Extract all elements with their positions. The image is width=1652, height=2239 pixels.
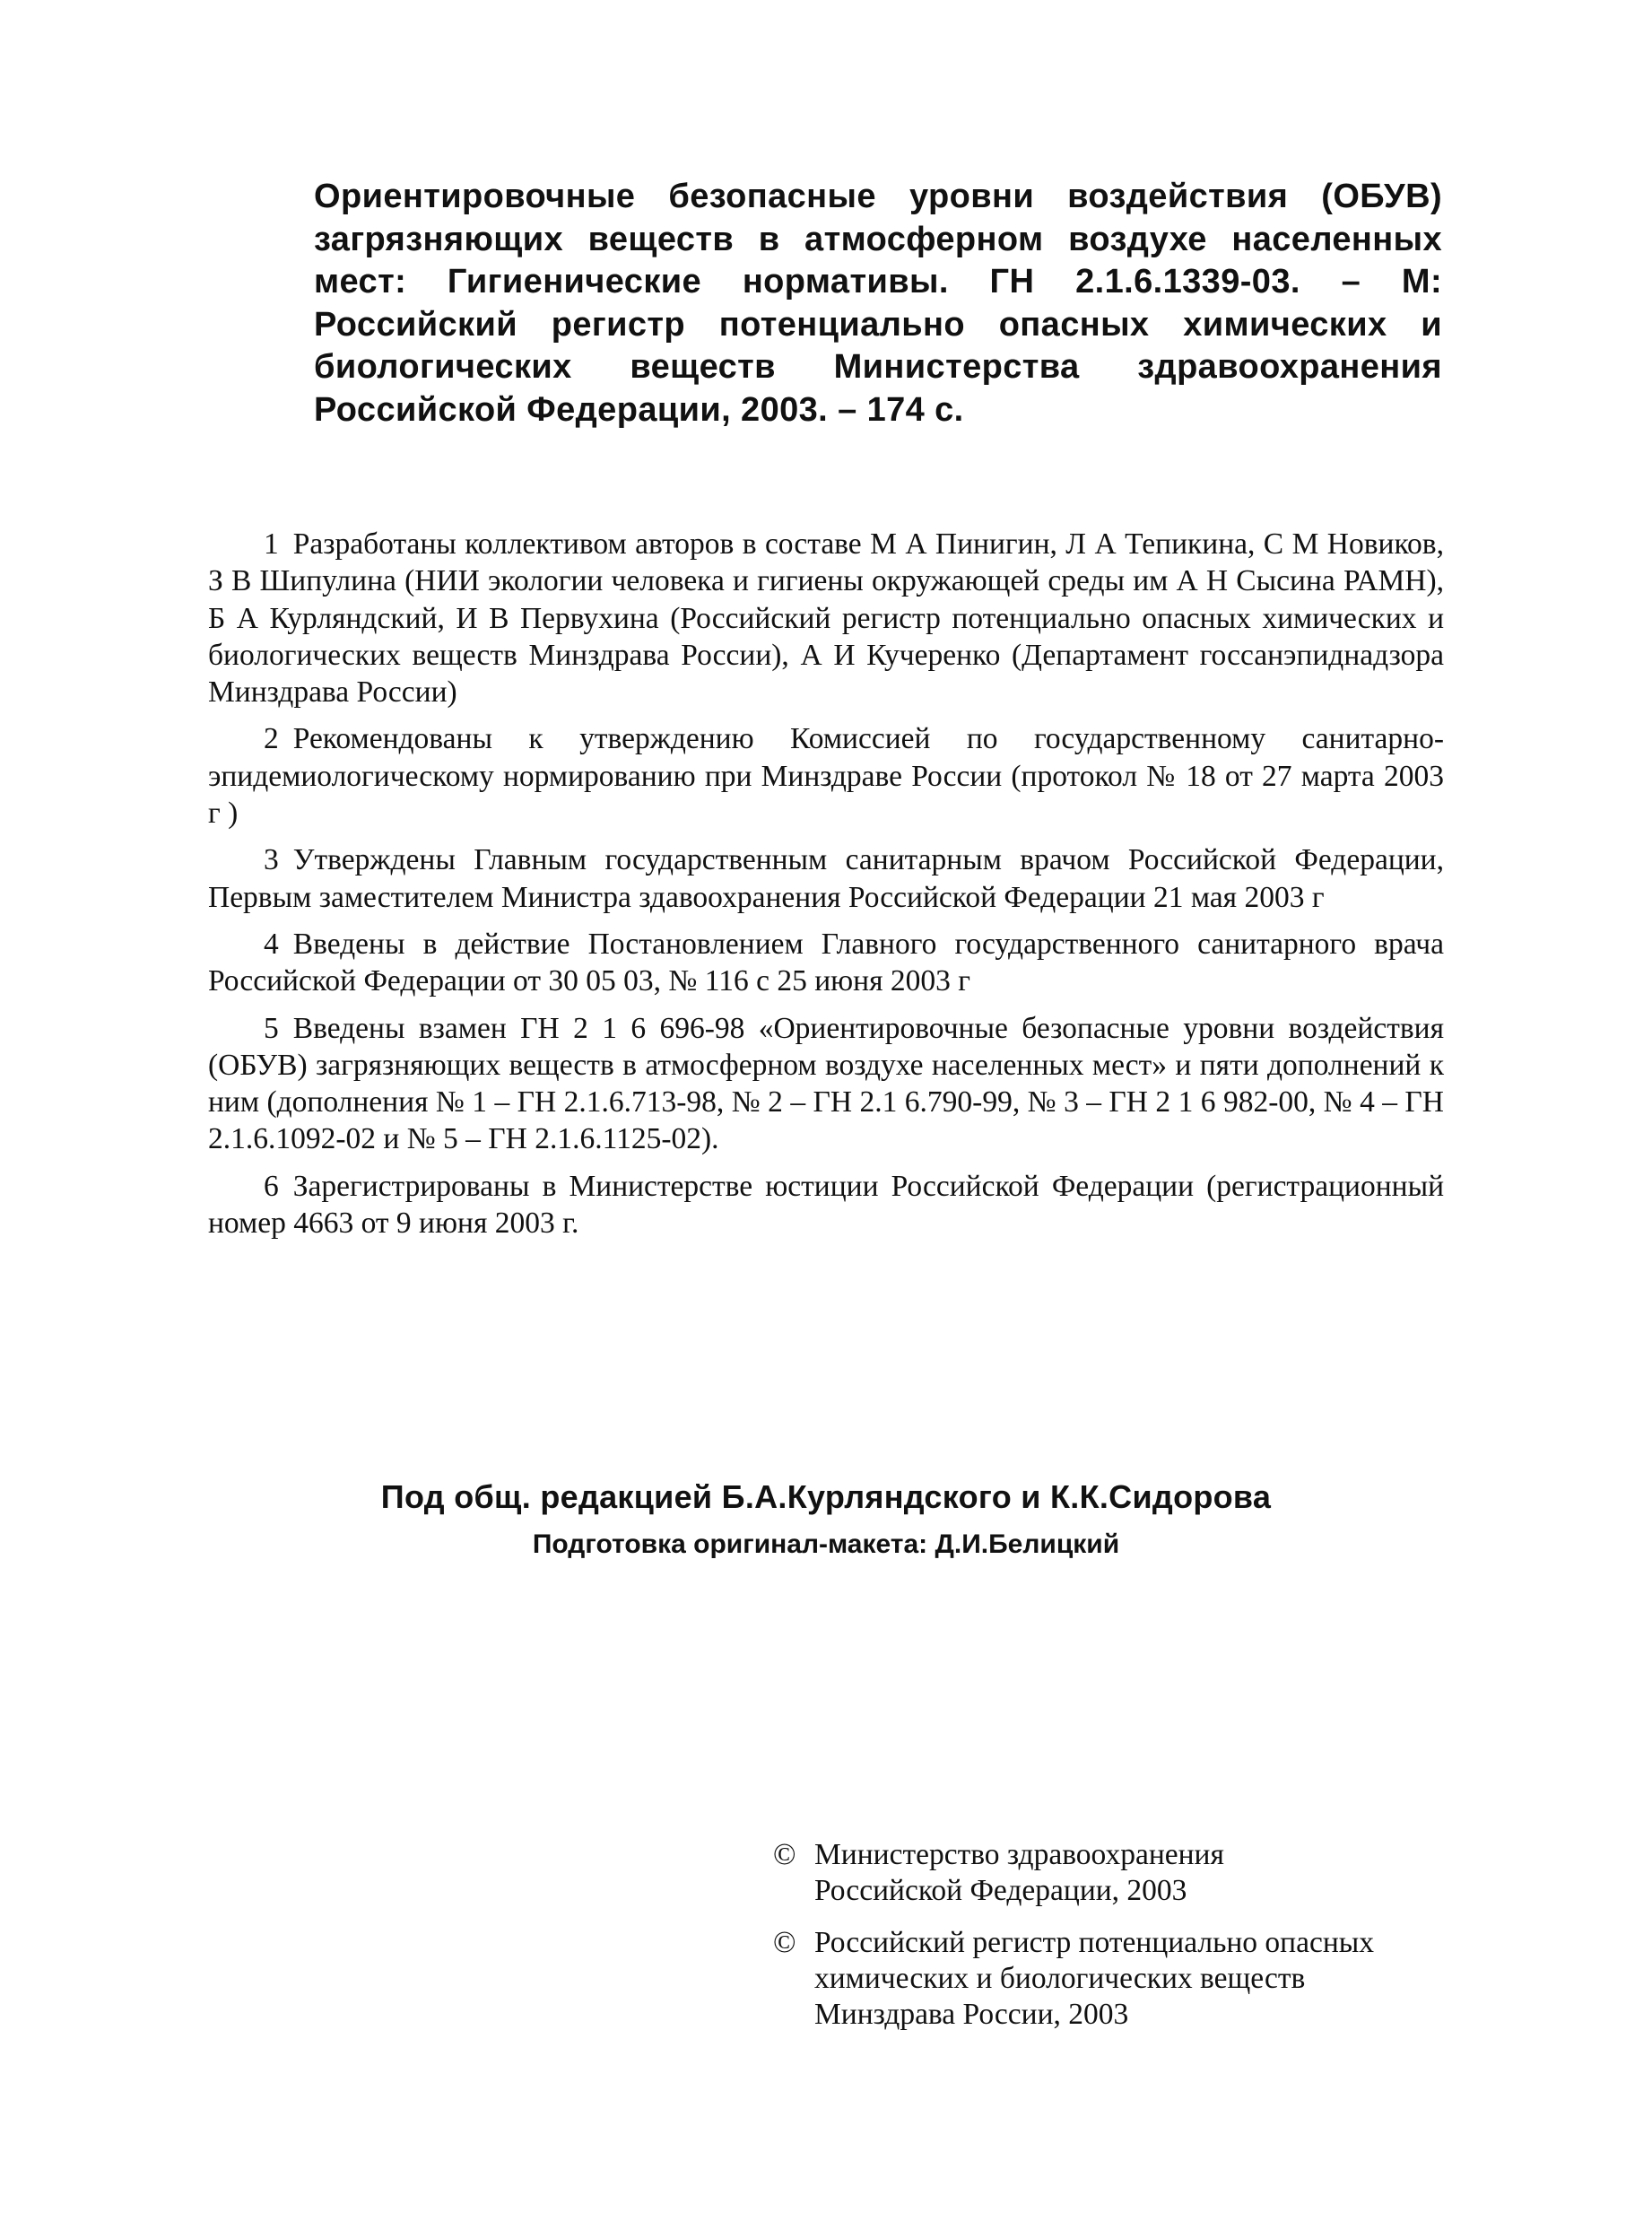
- note-number: 6: [264, 1169, 279, 1203]
- copyright-entry-ministry: [773, 1837, 1455, 1909]
- editors-block: [208, 1477, 1444, 1563]
- note-text: Утверждены Главным государственным санитарным врачом Российской Федерации, Первым заместителем Министра здавоохранения Российской Федерации 21 мая 2003 г: [208, 843, 1444, 914]
- note-item: [208, 1168, 1444, 1242]
- note-number: 4: [264, 927, 279, 961]
- note-item: [208, 526, 1444, 710]
- note-number: 5: [264, 1011, 279, 1045]
- note-text: Введены в действие Постановлением Главного государственного санитарного врача Российской Федерации от 30 05 03, № 116 с 25 июня 2003 г: [208, 927, 1444, 998]
- notes-list: [208, 526, 1444, 1251]
- copyright-line: Российский регистр потенциально опасных: [814, 1926, 1375, 1959]
- note-item: [208, 926, 1444, 1000]
- copyright-line: химических и биологических веществ: [814, 1962, 1306, 1995]
- note-text: Разработаны коллективом авторов в составе М А Пинигин, Л А Тепикина, С М Новиков, З В Шипулина (НИИ экологии человека и гигиены окружающей среды им А Н Сысина РАМН), Б А Курляндский, И В Первухина (Российский регистр потенциально опасных химических и биологических веществ Минздрава России), А И Кучеренко (Департамент госсанэпиднадзора Минздрава России): [208, 527, 1444, 710]
- note-item: [208, 1010, 1444, 1158]
- note-text: Введены взамен ГН 2 1 6 696-98 «Ориентировочные безопасные уровни воздействия (ОБУВ) загрязняющих веществ в атмосферном воздухе населенных мест» и пяти дополнений к ним (дополнения № 1 – ГН 2.1.6.713-98, № 2 – ГН 2.1 6.790-99, № 3 – ГН 2 1 6 982-00, № 4 – ГН 2.1.6.1092-02 и № 5 – ГН 2.1.6.1125-02).: [208, 1011, 1444, 1156]
- note-text: Рекомендованы к утверждению Комиссией по государственному санитарно-эпидемиологическому нормированию при Минздраве России (протокол № 18 от 27 марта 2003 г ): [208, 722, 1444, 831]
- bibliographic-reference: Ориентировочные безопасные уровни воздействия (ОБУВ) загрязняющих веществ в атмосферном воздухе населенных мест: Гигиенические нормативы. ГН 2.1.6.1339-03. – М: Российский регистр потенциально опасных химических и биологических веществ Министерства здравоохранения Российской Федерации, 2003. – 174 с.: [314, 178, 1442, 429]
- note-number: 1: [264, 527, 279, 561]
- copyright-entry-registry: [773, 1925, 1455, 2033]
- note-number: 3: [264, 843, 279, 877]
- general-editors: Под общ. редакцией Б.А.Курляндского и К.К.Сидорова: [380, 1478, 1272, 1515]
- copyright-line: Министерство здравоохранения: [814, 1838, 1224, 1871]
- layout-preparation: Подготовка оригинал-макета: Д.И.Белицкий: [532, 1529, 1120, 1559]
- copyright-line: Минздрава России, 2003: [814, 1998, 1129, 2031]
- note-text: Зарегистрированы в Министерстве юстиции Российской Федерации (регистрационный номер 4663 от 9 июня 2003 г.: [208, 1169, 1444, 1241]
- copyright-block: [773, 1837, 1455, 2049]
- note-item: [208, 720, 1444, 832]
- copyright-icon: ©: [773, 1838, 796, 1871]
- copyright-icon: ©: [773, 1926, 796, 1959]
- copyright-line: Российской Федерации, 2003: [814, 1874, 1187, 1907]
- note-item: [208, 841, 1444, 916]
- note-number: 2: [264, 722, 279, 756]
